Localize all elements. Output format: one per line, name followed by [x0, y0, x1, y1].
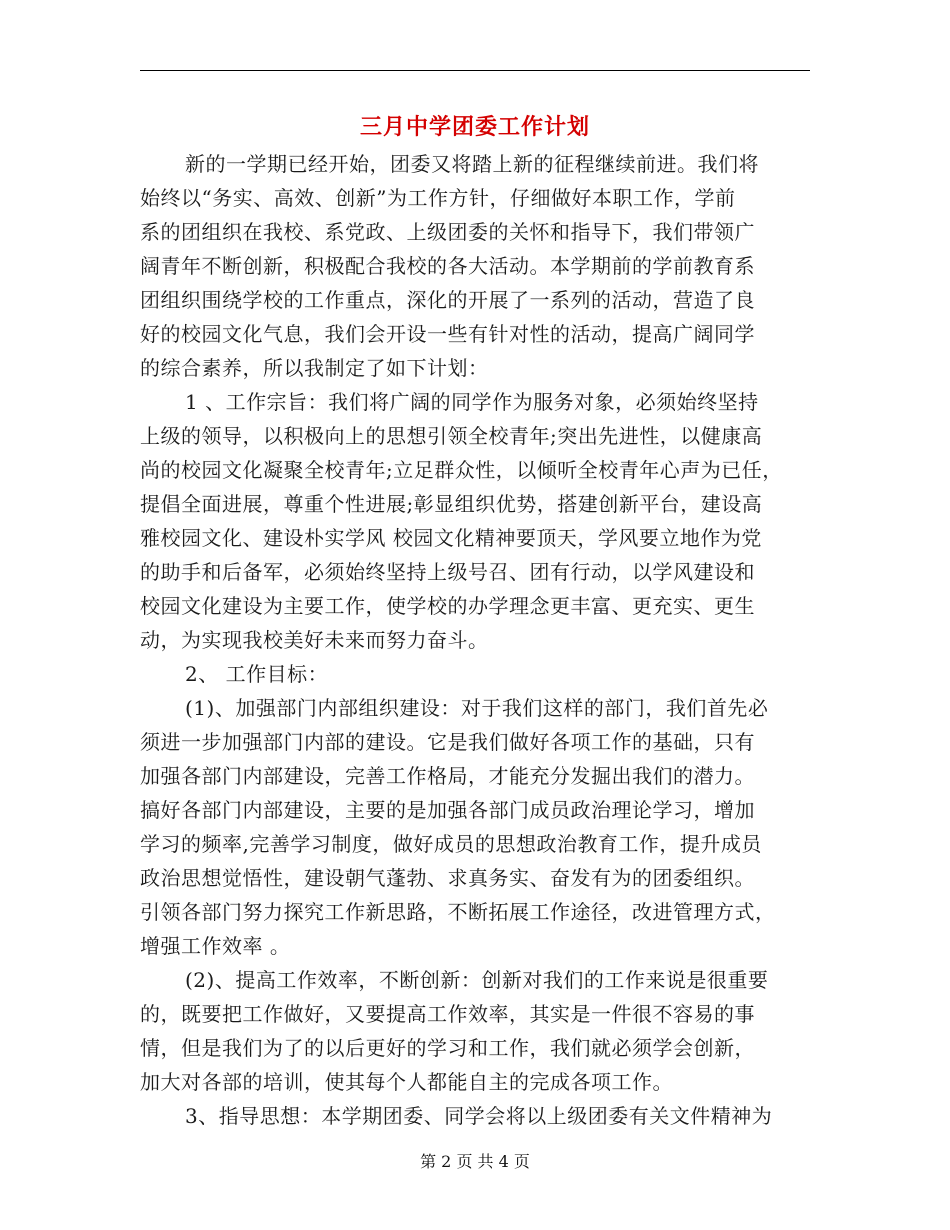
- text-line: 增强工作效率 。: [140, 934, 291, 958]
- text-line: 的助手和后备军，必须始终坚持上级号召、团有行动，以学风建设和: [140, 560, 755, 584]
- text-line: 加大对各部的培训，使其每个人都能自主的完成各项工作。: [140, 1070, 673, 1094]
- text-line: 阔青年不断创新，积极配合我校的各大活动。本学期前的学前教育系: [140, 254, 755, 278]
- text-line: 2、 工作目标：: [185, 662, 329, 686]
- text-line: 加强各部门内部建设，完善工作格局，才能充分发掘出我们的潜力。: [140, 764, 755, 788]
- text-line: 始终以“务实、高效、创新”为工作方针，仔细做好本职工作，学前: [140, 186, 736, 210]
- text-line: 的，既要把工作做好，又要提高工作效率，其实是一件很不容易的事: [140, 1002, 755, 1026]
- text-line: 系的团组织在我校、系党政、上级团委的关怀和指导下，我们带领广: [140, 220, 755, 244]
- text-line: 团组织围绕学校的工作重点，深化的开展了一系列的活动，营造了良: [140, 288, 755, 312]
- text-line: 校园文化建设为主要工作，使学校的办学理念更丰富、更充实、更生: [140, 594, 755, 618]
- text-line: 3、指导思想：本学期团委、同学会将以上级团委有关文件精神为: [185, 1104, 773, 1128]
- text-line: 引领各部门努力探究工作新思路，不断拓展工作途径，改进管理方式，: [140, 900, 776, 924]
- text-line: 1 、工作宗旨：我们将广阔的同学作为服务对象，必须始终坚持: [185, 390, 759, 414]
- text-line: 动，为实现我校美好未来而努力奋斗。: [140, 628, 489, 652]
- text-line: 搞好各部门内部建设，主要的是加强各部门成员政治理论学习，增加: [140, 798, 755, 822]
- text-line: 提倡全面进展，尊重个性进展;彰显组织优势，搭建创新平台，建设高: [140, 492, 763, 516]
- text-line: 上级的领导，以积极向上的思想引领全校青年;突出先进性，以健康高: [140, 424, 763, 448]
- text-line: (2)、提高工作效率，不断创新：创新对我们的工作来说是很重要: [185, 968, 769, 992]
- text-line: 尚的校园文化凝聚全校青年;立足群众性，以倾听全校青年心声为已任，: [140, 458, 783, 482]
- text-line: 学习的频率,完善学习制度，做好成员的思想政治教育工作，提升成员: [140, 832, 762, 856]
- text-line: 的综合素养，所以我制定了如下计划：: [140, 356, 489, 380]
- text-line: 雅校园文化、建设朴实学风 校园文化精神要顶天，学风要立地作为党: [140, 526, 762, 550]
- text-line: 须进一步加强部门内部的建设。它是我们做好各项工作的基础，只有: [140, 730, 755, 754]
- text-line: 政治思想觉悟性，建设朝气蓬勃、求真务实、奋发有为的团委组织。: [140, 866, 755, 890]
- text-line: 新的一学期已经开始，团委又将踏上新的征程继续前进。我们将: [185, 152, 759, 176]
- text-line: 情，但是我们为了的以后更好的学习和工作，我们就必须学会创新，: [140, 1036, 755, 1060]
- document-title: 三月中学团委工作计划: [359, 114, 590, 140]
- text-line: 好的校园文化气息，我们会开设一些有针对性的活动，提高广阔同学: [140, 322, 755, 346]
- text-line: (1)、加强部门内部组织建设：对于我们这样的部门，我们首先必: [185, 696, 769, 720]
- header-rule: [140, 70, 810, 71]
- page-footer: 第 2 页 共 4 页: [420, 1152, 530, 1171]
